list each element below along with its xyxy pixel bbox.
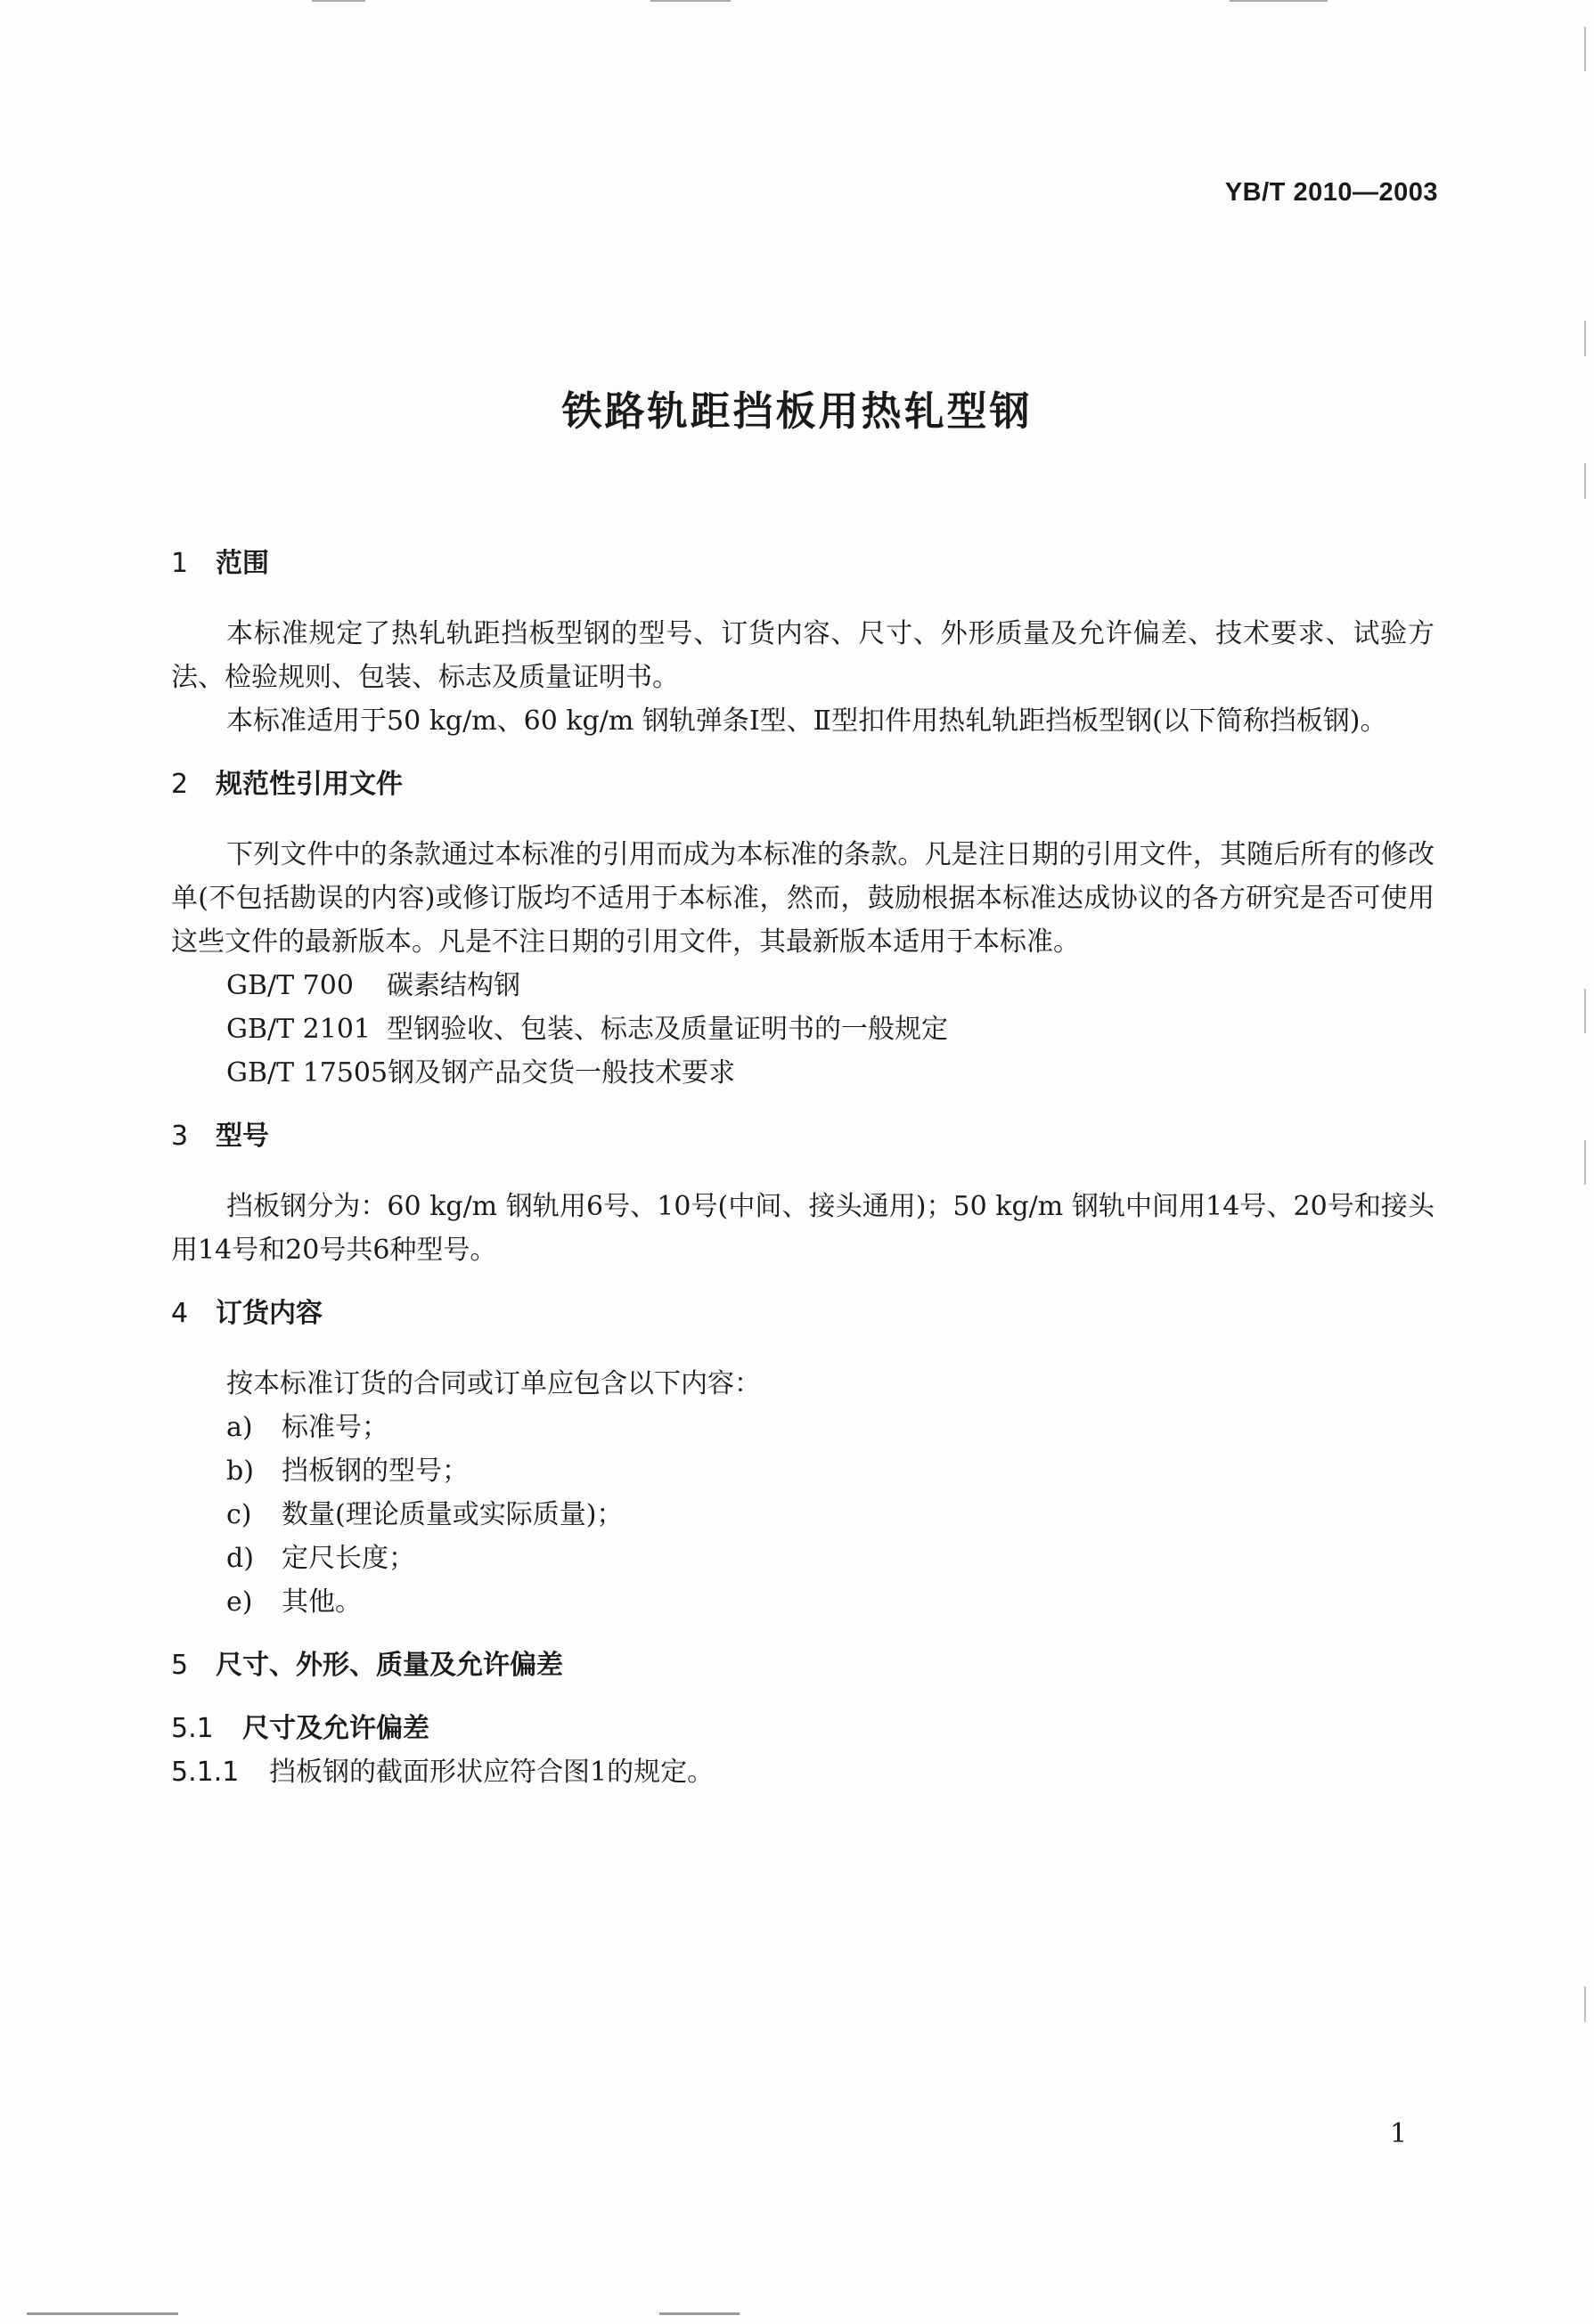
- list-item: [171, 1406, 1435, 1449]
- section-heading-2: [171, 762, 1435, 806]
- list-marker: c): [226, 1499, 252, 1530]
- scan-artifact-top: [312, 0, 365, 2]
- list-item: [171, 1493, 1435, 1537]
- document-body: [171, 542, 1435, 1794]
- section-title: 规范性引用文件: [216, 769, 403, 800]
- standard-code: YB/T 2010—2003: [1224, 178, 1438, 207]
- list-marker: b): [226, 1456, 254, 1487]
- paragraph: 按本标准订货的合同或订单应包含以下内容：: [226, 1368, 761, 1399]
- list-text: 数量(理论质量或实际质量)；: [282, 1499, 624, 1530]
- list-text: 挡板钢的型号；: [282, 1456, 469, 1487]
- section-title: 尺寸、外形、质量及允许偏差: [216, 1650, 563, 1681]
- section-number: 1: [171, 548, 189, 579]
- scan-artifact-top: [1230, 0, 1328, 2]
- scan-artifact-edge: [1584, 27, 1586, 71]
- reference-item: [171, 1051, 1435, 1095]
- scan-artifact-edge: [1584, 989, 1586, 1033]
- page-number: 1: [1390, 2118, 1408, 2149]
- section-number: 4: [171, 1298, 189, 1329]
- reference-name: 型钢验收、包装、标志及质量证明书的一般规定: [387, 1014, 948, 1045]
- scan-artifact-edge: [1584, 1986, 1586, 2022]
- scan-artifact-edge: [1584, 463, 1586, 499]
- list-marker: a): [226, 1412, 253, 1443]
- list-item: [171, 1580, 1435, 1624]
- subsection-title: 尺寸及允许偏差: [242, 1713, 429, 1744]
- paragraph: 本标准规定了热轧轨距挡板型钢的型号、订货内容、尺寸、外形质量及允许偏差、技术要求、试验方法、检验规则、包装、标志及质量证明书。: [171, 618, 1435, 693]
- reference-item: [171, 1007, 1435, 1051]
- scan-artifact-edge: [1584, 321, 1586, 356]
- scan-artifact-top: [650, 0, 731, 2]
- subsection-number: 5.1: [171, 1713, 214, 1744]
- list-item: [171, 1537, 1435, 1580]
- list-item: [171, 1449, 1435, 1493]
- clause-5-1-1: [171, 1750, 1435, 1794]
- reference-code: GB/T 2101: [226, 1014, 372, 1045]
- reference-name: 钢及钢产品交货一般技术要求: [388, 1057, 736, 1089]
- list-text: 定尺长度；: [282, 1543, 415, 1574]
- scan-artifact-edge: [1584, 1140, 1586, 1185]
- section-heading-3: [171, 1114, 1435, 1158]
- section-title: 型号: [216, 1121, 269, 1152]
- section-number: 5: [171, 1650, 189, 1681]
- document-title: 铁路轨距挡板用热轧型钢: [561, 387, 1033, 435]
- scan-artifact-bottom: [27, 2312, 178, 2315]
- list-marker: d): [226, 1543, 254, 1574]
- section-heading-5: [171, 1643, 1435, 1687]
- paragraph: 挡板钢分为：60 kg/m 钢轨用6号、10号(中间、接头通用)；50 kg/m 钢轨中间用14号、20号和接头用14号和20号共6种型号。: [171, 1191, 1435, 1266]
- paragraph: 下列文件中的条款通过本标准的引用而成为本标准的条款。凡是注日期的引用文件，其随后所有的修改单(不包括勘误的内容)或修订版均不适用于本标准，然而，鼓励根据本标准达成协议的各方研究是否可使用这些文件的最新版本。凡是不注日期的引用文件，其最新版本适用于本标准。: [171, 839, 1435, 958]
- list-text: 标准号；: [282, 1412, 388, 1443]
- section-heading-4: [171, 1292, 1435, 1335]
- section-heading-1: [171, 542, 1435, 585]
- paragraph: 本标准适用于50 kg/m、60 kg/m 钢轨弹条Ⅰ型、Ⅱ型扣件用热轧轨距挡板型钢(以下简称挡板钢)。: [226, 705, 1387, 737]
- section-number: 2: [171, 769, 189, 800]
- reference-code: GB/T 17505: [226, 1057, 388, 1089]
- list-marker: e): [226, 1586, 253, 1618]
- section-number: 3: [171, 1121, 189, 1152]
- section-title: 订货内容: [216, 1298, 323, 1329]
- clause-number: 5.1.1: [171, 1757, 240, 1788]
- reference-code: GB/T 700: [226, 970, 354, 1001]
- clause-text: 挡板钢的截面形状应符合图1的规定。: [269, 1757, 715, 1788]
- section-title: 范围: [216, 548, 269, 579]
- subsection-heading-5-1: [171, 1707, 1435, 1750]
- list-text: 其他。: [282, 1586, 362, 1618]
- reference-item: [171, 964, 1435, 1007]
- scan-artifact-bottom: [659, 2312, 740, 2315]
- reference-name: 碳素结构钢: [387, 970, 520, 1001]
